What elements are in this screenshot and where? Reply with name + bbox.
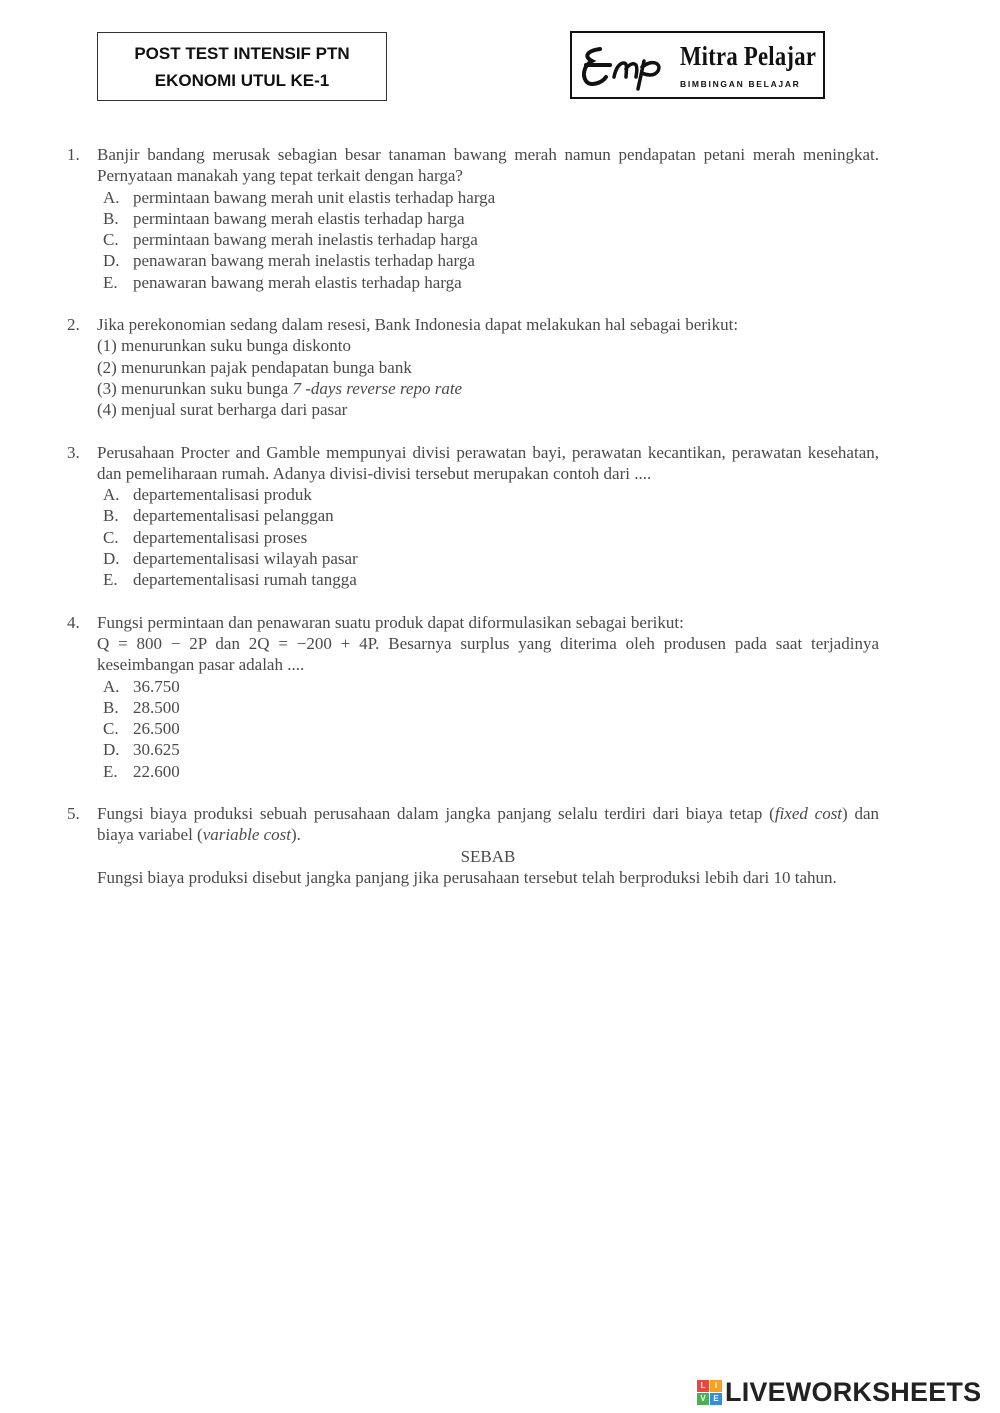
- option-text: 22.600: [133, 761, 180, 781]
- option-text: departementalisasi produk: [133, 485, 312, 505]
- option-a: [97, 676, 879, 697]
- option-text: permintaan bawang merah inelastis terhadap harga: [133, 230, 478, 250]
- option-c: [97, 718, 879, 739]
- option-d: [97, 250, 879, 271]
- option-a: [97, 187, 879, 208]
- statement-4: (4) menjual surat berharga dari pasar: [97, 400, 348, 420]
- question-text: Banjir bandang merusak sebagian besar tanaman bawang merah namun pendapatan petani merah meningkat. Pernyataan manakah yang tepat terkait dengan harga?: [97, 145, 879, 186]
- watermark-text: LIVEWORKSHEETS: [725, 1376, 982, 1407]
- option-text: penawaran bawang merah inelastis terhadap harga: [133, 251, 475, 271]
- option-letter: A.: [103, 676, 120, 696]
- question-2: [67, 314, 879, 420]
- question-number: 2.: [67, 315, 80, 335]
- question-formula-text: Q = 800 − 2P dan 2Q = −200 + 4P. Besarnya surplus yang diterima oleh produsen pada saat terjadinya keseimbangan pasar adalah ....: [97, 633, 879, 675]
- option-letter: C.: [103, 230, 119, 250]
- option-letter: C.: [103, 719, 119, 739]
- logo-subtitle: BIMBINGAN BELAJAR: [680, 79, 801, 89]
- badge-letter: I: [710, 1380, 722, 1392]
- mitra-pelajar-logo: [570, 31, 825, 99]
- option-e: [97, 272, 879, 293]
- question-text: Perusahaan Procter and Gamble mempunyai divisi perawatan bayi, perawatan kecantikan, perawatan kesehatan, dan pemeliharaan rumah. Adanya divisi-divisi tersebut merupakan contoh dari ....: [97, 442, 879, 483]
- option-letter: C.: [103, 527, 119, 547]
- option-d: [97, 548, 879, 569]
- option-e: [97, 569, 879, 590]
- option-c: [97, 229, 879, 250]
- option-text: permintaan bawang merah elastis terhadap harga: [133, 208, 465, 228]
- option-letter: E.: [103, 761, 118, 781]
- liveworksheets-badge-icon: [697, 1380, 722, 1405]
- option-text: permintaan bawang merah unit elastis terhadap harga: [133, 187, 496, 207]
- option-text: 28.500: [133, 697, 180, 717]
- option-text: 36.750: [133, 676, 180, 696]
- statement-italic-term: 7 -days reverse repo rate: [292, 378, 463, 398]
- title-line-2: EKONOMI UTUL KE-1: [154, 70, 330, 90]
- option-text: departementalisasi pelanggan: [133, 506, 334, 526]
- option-c: [97, 527, 879, 548]
- option-text: departementalisasi rumah tangga: [133, 570, 357, 590]
- question-text: Jika perekonomian sedang dalam resesi, Bank Indonesia dapat melakukan hal sebagai berikut:: [97, 315, 739, 335]
- question-1: [67, 144, 879, 293]
- option-letter: B.: [103, 697, 119, 717]
- option-b: [97, 208, 879, 229]
- question-4: [67, 612, 879, 782]
- option-letter: A.: [103, 187, 120, 207]
- question-5: [67, 803, 879, 888]
- option-a: [97, 484, 879, 505]
- option-text: 26.500: [133, 719, 180, 739]
- option-text: departementalisasi proses: [133, 527, 308, 547]
- badge-letter: L: [697, 1380, 709, 1392]
- option-e: [97, 761, 879, 782]
- option-letter: D.: [103, 549, 120, 569]
- option-text: 30.625: [133, 740, 180, 760]
- badge-letter: V: [697, 1393, 709, 1405]
- question-number: 3.: [67, 442, 80, 462]
- sebab-connector: SEBAB: [460, 846, 516, 866]
- statement-1: (1) menurunkan suku bunga diskonto: [97, 336, 352, 356]
- logo-name: Mitra Pelajar: [680, 41, 817, 71]
- reason-text: Fungsi biaya produksi disebut jangka panjang jika perusahaan tersebut telah berproduksi lebih dari 10 tahun.: [97, 867, 837, 887]
- questions-list: [67, 144, 879, 909]
- option-letter: B.: [103, 208, 119, 228]
- question-text: Fungsi permintaan dan penawaran suatu produk dapat diformulasikan sebagai berikut:: [97, 612, 684, 632]
- statement-2: (2) menurunkan pajak pendapatan bunga bank: [97, 357, 412, 377]
- option-d: [97, 739, 879, 760]
- option-b: [97, 697, 879, 718]
- option-letter: D.: [103, 251, 120, 271]
- option-letter: E.: [103, 570, 118, 590]
- title-line-1: POST TEST INTENSIF PTN: [134, 43, 350, 63]
- question-3: [67, 442, 879, 591]
- option-b: [97, 505, 879, 526]
- test-title-box: [97, 32, 387, 101]
- emp-logo-icon: [576, 43, 676, 91]
- question-text: Fungsi biaya produksi sebuah perusahaan dalam jangka panjang selalu terdiri dari biaya tetap (fixed cost) dan biaya variabel (variable cost).: [97, 804, 880, 845]
- question-number: 1.: [67, 145, 80, 164]
- question-number: 4.: [67, 612, 80, 632]
- option-text: departementalisasi wilayah pasar: [133, 549, 358, 569]
- option-letter: E.: [103, 272, 118, 292]
- option-letter: D.: [103, 740, 120, 760]
- liveworksheets-watermark: [697, 1377, 981, 1407]
- option-text: penawaran bawang merah elastis terhadap harga: [133, 272, 462, 292]
- option-letter: B.: [103, 506, 119, 526]
- question-number: 5.: [67, 804, 80, 824]
- option-letter: A.: [103, 485, 120, 505]
- statement-3: (3) menurunkan suku bunga 7 -days reverse repo rate: [97, 378, 463, 398]
- badge-letter: E: [710, 1393, 722, 1405]
